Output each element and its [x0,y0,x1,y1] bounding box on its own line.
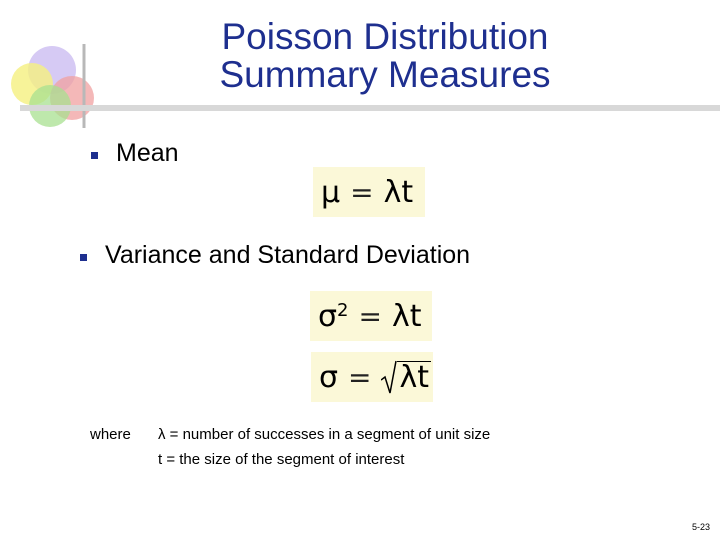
t-definition: t = the size of the segment of interest [158,451,405,468]
std-formula-eq: = [348,360,372,394]
mean-formula [313,167,425,217]
variance-formula-rhs: λt [391,298,422,334]
slide-title-line2: Summary Measures [219,54,551,95]
slide-title-line1: Poisson Distribution [221,16,549,57]
mean-formula-lhs: μ [321,174,341,210]
square-root-sign [381,360,431,394]
bullet-square-icon [91,152,98,159]
mean-formula-eq: = [350,175,374,209]
std-formula [311,352,433,402]
variance-formula [310,291,432,341]
radical-icon [381,360,397,394]
variance-formula-lhs: σ [318,298,338,334]
bullet-variance-label: Variance and Standard Deviation [105,241,471,269]
std-formula-lhs: σ [319,359,339,395]
variance-formula-eq: = [358,299,382,333]
bullet-square-icon [80,254,87,261]
bullet-mean-label: Mean [116,139,179,167]
slide-title [160,18,610,94]
page-number: 5-23 [691,522,710,532]
mean-formula-rhs: λt [383,174,414,210]
variance-formula-exponent: 2 [337,299,349,321]
where-label: where [90,426,131,443]
lambda-definition: λ = number of successes in a segment of unit size [158,426,491,443]
std-formula-rhs: λt [399,360,430,395]
